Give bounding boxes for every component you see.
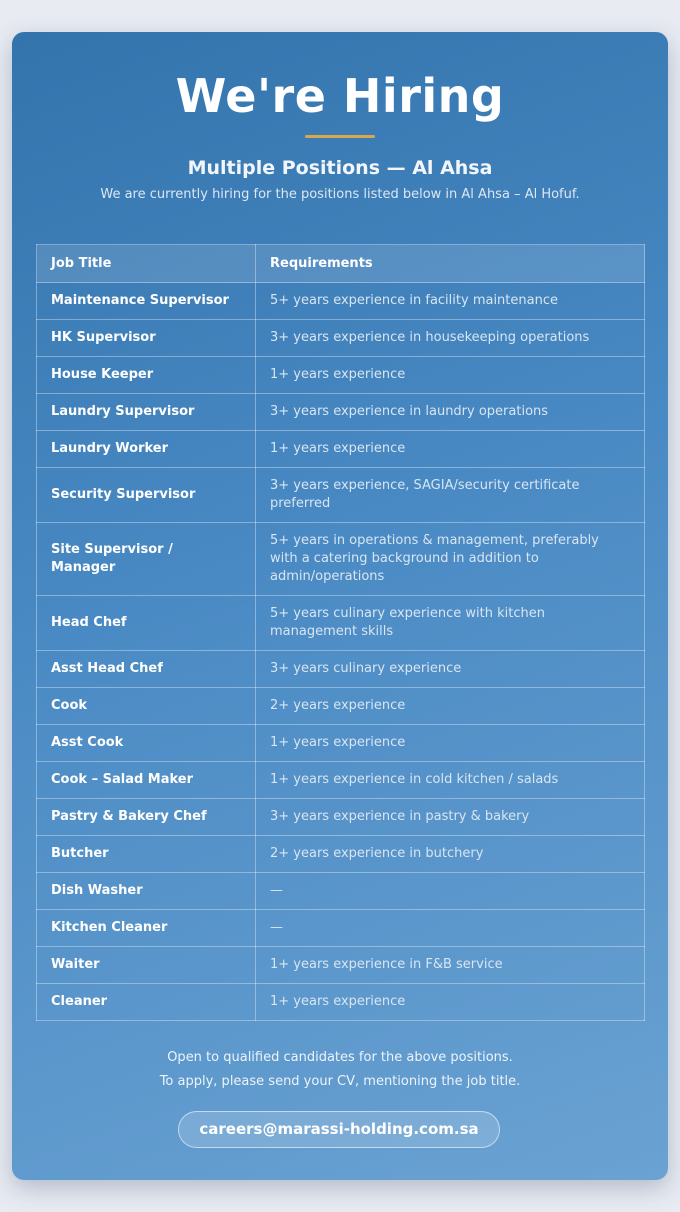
requirements-cell: 2+ years experience in butchery [256, 836, 645, 873]
table-header-row [37, 245, 645, 283]
intro-text: We are currently hiring for the positions listed below in Al Ahsa – Al Hofuf. [100, 187, 580, 202]
requirements-cell: 5+ years experience in facility maintenance [256, 283, 645, 320]
requirements-cell: 5+ years culinary experience with kitchen management skills [256, 596, 645, 651]
requirements-cell: 1+ years experience in cold kitchen / salads [256, 762, 645, 799]
table-row [37, 283, 645, 320]
job-title-cell: Asst Cook [37, 725, 256, 762]
requirements-cell: 1+ years experience in F&B service [256, 947, 645, 984]
requirements-cell: 1+ years experience [256, 725, 645, 762]
job-title-cell: Asst Head Chef [37, 651, 256, 688]
job-title-cell: Cook – Salad Maker [37, 762, 256, 799]
table-row [37, 394, 645, 431]
column-header-job-title: Job Title [37, 245, 256, 283]
table-row [37, 836, 645, 873]
job-title-cell: Waiter [37, 947, 256, 984]
job-title-cell: Cleaner [37, 984, 256, 1021]
apply-instructions: To apply, please send your CV, mentioning the job title. [159, 1074, 521, 1089]
table-row [37, 523, 645, 596]
job-title-cell: Dish Washer [37, 873, 256, 910]
requirements-cell: 3+ years culinary experience [256, 651, 645, 688]
job-title-cell: Site Supervisor / Manager [37, 523, 256, 596]
table-row [37, 873, 645, 910]
job-title-cell: HK Supervisor [37, 320, 256, 357]
requirements-cell: 1+ years experience [256, 984, 645, 1021]
job-title-cell: Head Chef [37, 596, 256, 651]
table-row [37, 468, 645, 523]
table-row [37, 799, 645, 836]
table-row [37, 688, 645, 725]
job-title-cell: Laundry Worker [37, 431, 256, 468]
email-link-button[interactable]: careers@marassi-holding.com.sa [178, 1111, 500, 1148]
table-row [37, 596, 645, 651]
job-title-cell: Kitchen Cleaner [37, 910, 256, 947]
job-title-cell: Pastry & Bakery Chef [37, 799, 256, 836]
footer-note: Open to qualified candidates for the above positions. [167, 1050, 513, 1065]
requirements-cell: 3+ years experience in housekeeping operations [256, 320, 645, 357]
job-title-cell: House Keeper [37, 357, 256, 394]
table-row [37, 725, 645, 762]
job-title-cell: Butcher [37, 836, 256, 873]
page-title: We're Hiring [175, 69, 505, 123]
requirements-cell: — [256, 873, 645, 910]
positions-table [36, 244, 645, 1021]
requirements-cell: 5+ years in operations & management, preferably with a catering background in addition to admin/operations [256, 523, 645, 596]
subtitle: Multiple Positions — Al Ahsa [187, 157, 493, 179]
table-row [37, 984, 645, 1021]
requirements-cell: 2+ years experience [256, 688, 645, 725]
table-row [37, 357, 645, 394]
requirements-cell: 3+ years experience, SAGIA/security certificate preferred [256, 468, 645, 523]
table-row [37, 947, 645, 984]
table-row [37, 910, 645, 947]
requirements-cell: — [256, 910, 645, 947]
job-title-cell: Maintenance Supervisor [37, 283, 256, 320]
table-row [37, 651, 645, 688]
requirements-cell: 3+ years experience in laundry operations [256, 394, 645, 431]
hiring-card [12, 32, 668, 1180]
job-title-cell: Cook [37, 688, 256, 725]
job-title-cell: Security Supervisor [37, 468, 256, 523]
table-row [37, 431, 645, 468]
requirements-cell: 3+ years experience in pastry & bakery [256, 799, 645, 836]
table-row [37, 762, 645, 799]
table-row [37, 320, 645, 357]
job-title-cell: Laundry Supervisor [37, 394, 256, 431]
title-divider [305, 135, 375, 138]
requirements-cell: 1+ years experience [256, 431, 645, 468]
column-header-requirements: Requirements [256, 245, 645, 283]
requirements-cell: 1+ years experience [256, 357, 645, 394]
